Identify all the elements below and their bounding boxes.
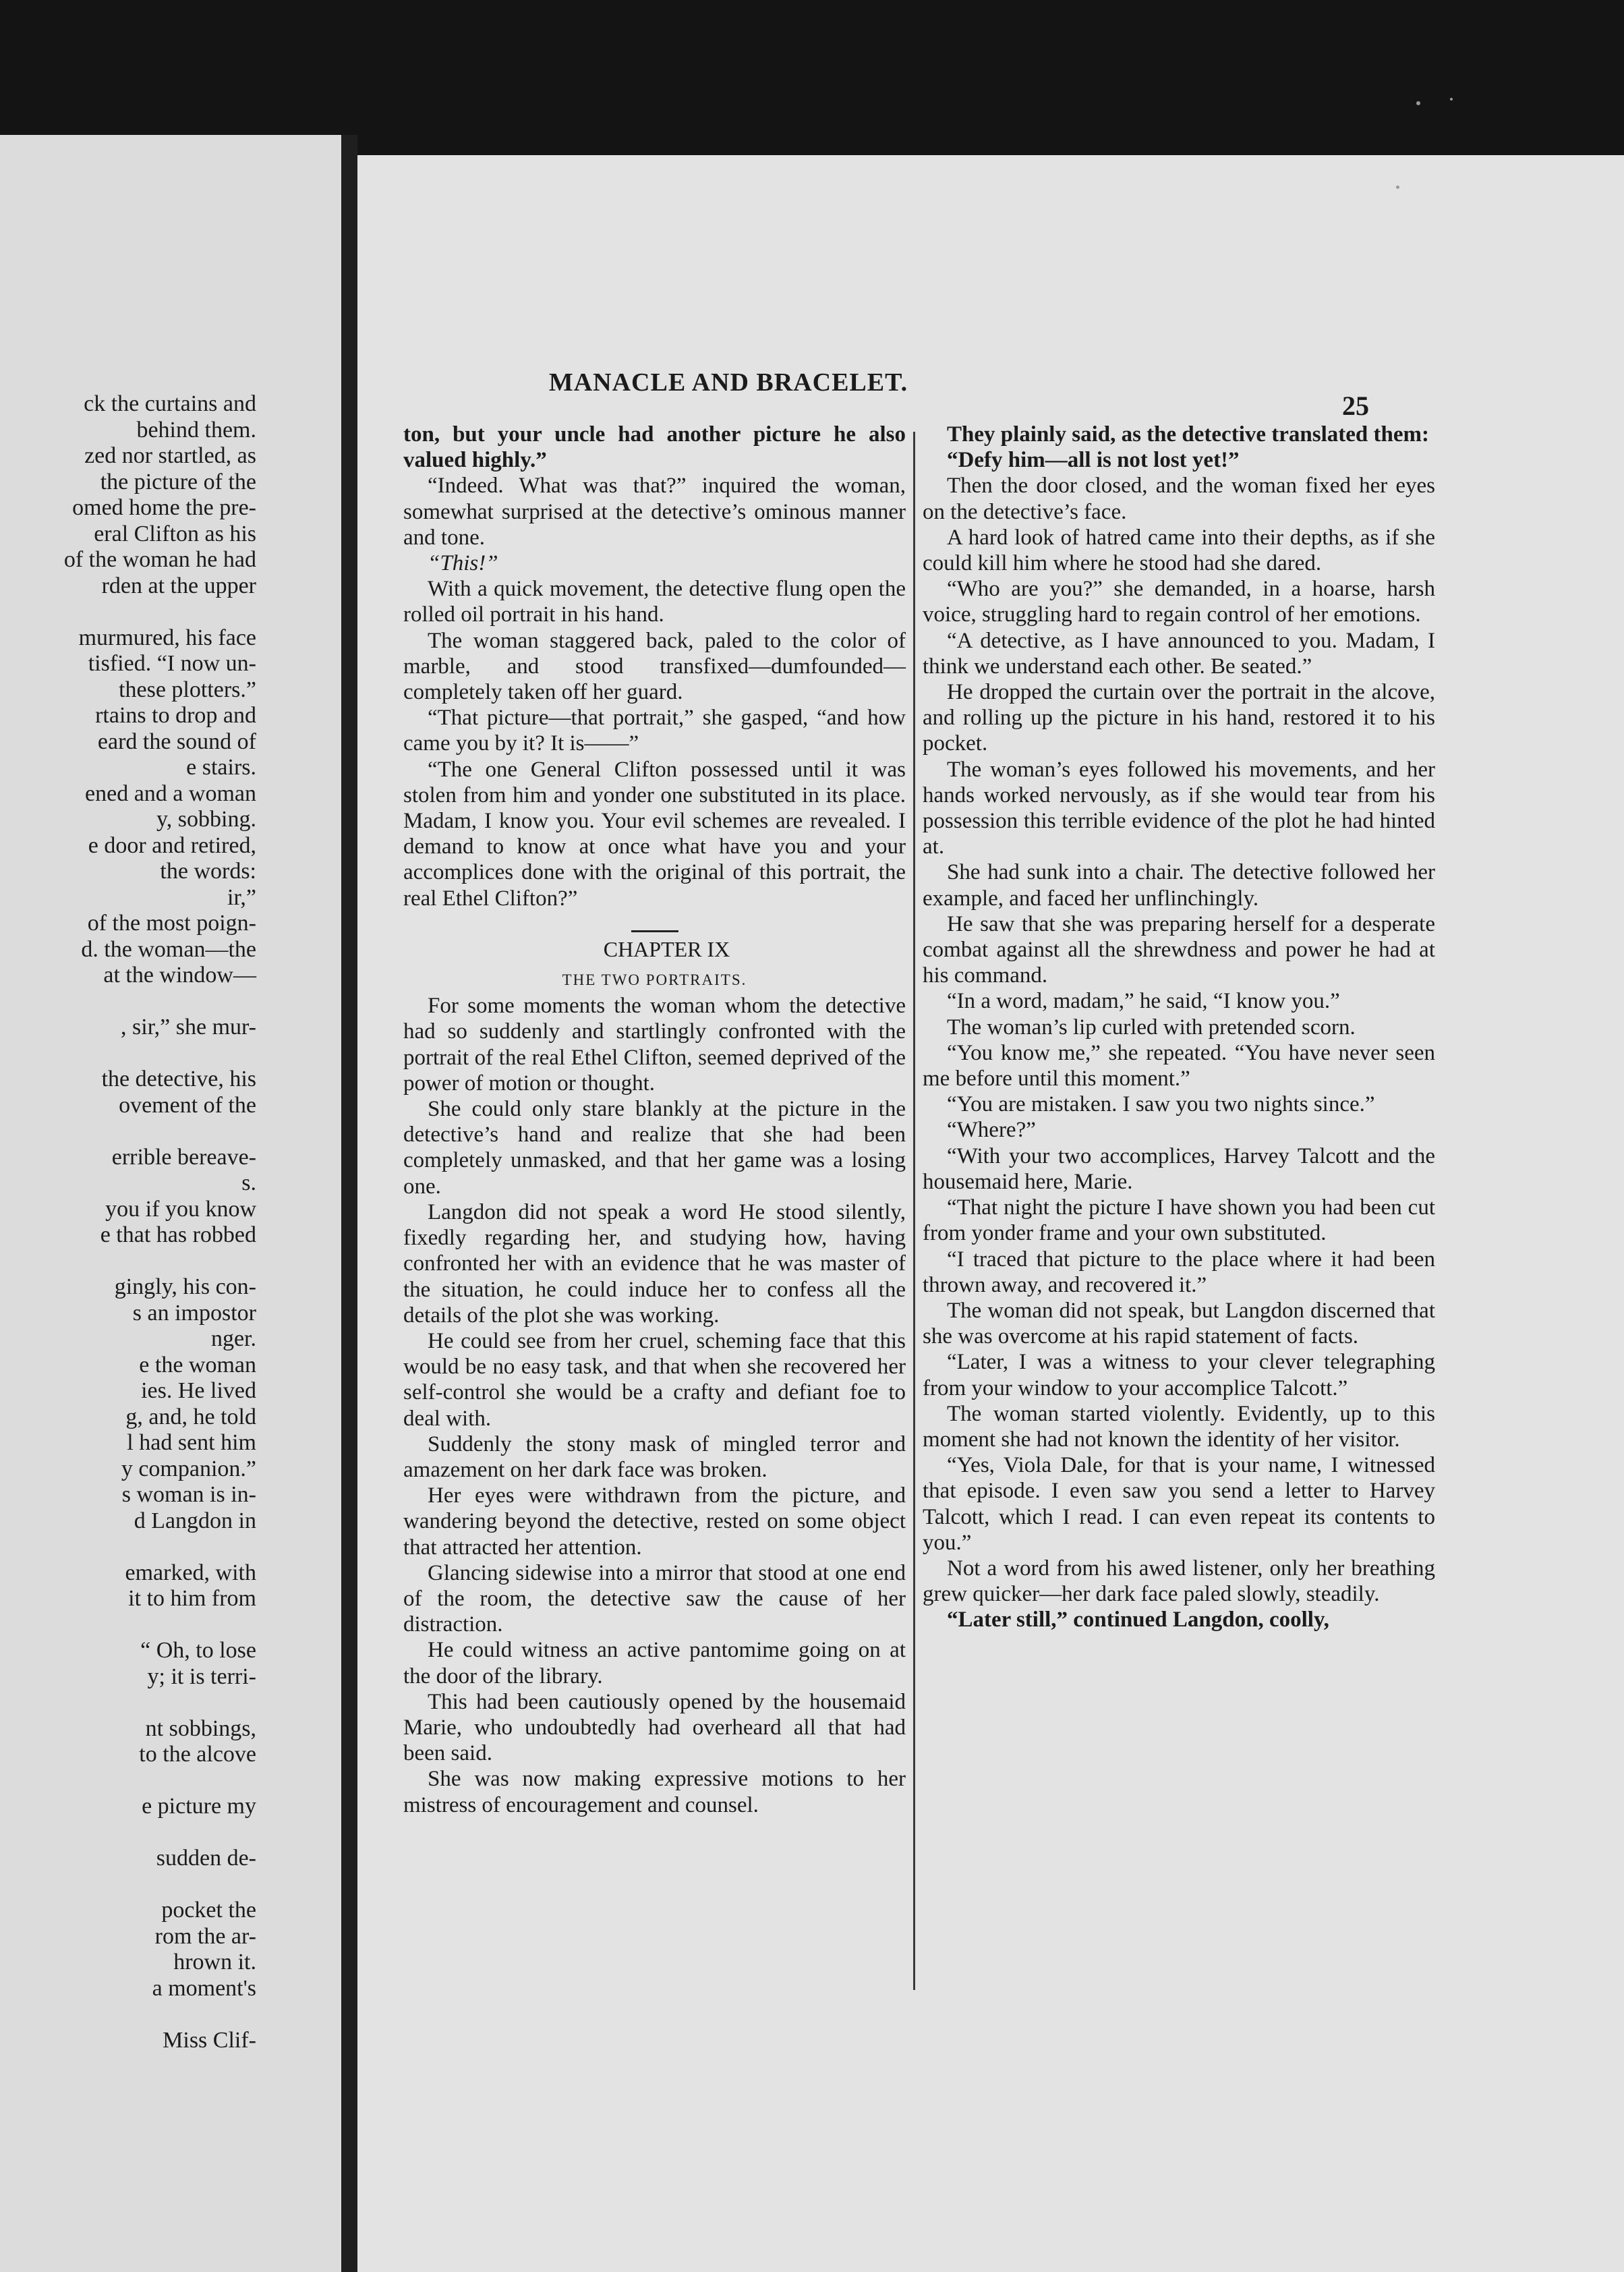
ink-speck [1416, 101, 1420, 105]
facing-page-line: ir,” [227, 884, 256, 910]
chapter-subtitle: THE TWO PORTRAITS. [562, 971, 747, 989]
paragraph: For some moments the woman whom the detective had so suddenly and startlingly confronted with the portrait of the real Ethel Clifton, seemed deprived of the power of motion or thought. [403, 994, 906, 1096]
ink-speck [1396, 186, 1399, 189]
facing-page-line: s woman is in- [121, 1482, 256, 1507]
paragraph: “You are mistaken. I saw you two nights since.” [947, 1092, 1375, 1117]
facing-page-line: ies. He lived [141, 1378, 256, 1403]
facing-page-line [0, 1041, 256, 1067]
facing-page-line: ened and a woman [85, 780, 256, 806]
facing-page-line: errible bereave- [111, 1144, 256, 1170]
facing-page-line: the detective, his [101, 1067, 256, 1091]
facing-page-line: at the window— [103, 963, 256, 988]
facing-page-line: of the woman he had [63, 547, 256, 572]
facing-page-line: eral Clifton as his [94, 521, 256, 546]
paragraph: The woman started violently. Evidently, up to this moment she had not known the identity of her visitor. [923, 1401, 1435, 1452]
paragraph: He could witness an active pantomime going on at the door of the library. [403, 1638, 906, 1688]
facing-page-line: d Langdon in [134, 1508, 256, 1533]
paragraph: “I traced that picture to the place where it had been thrown away, and recovered it.” [923, 1247, 1435, 1297]
paragraph: “That picture—that portrait,” she gasped, “and how came you by it? It is——” [403, 706, 906, 756]
facing-page-line [0, 1249, 256, 1275]
facing-page-line [0, 1768, 256, 1794]
facing-page-line: g, and, he told [125, 1404, 256, 1429]
facing-page-line [0, 989, 256, 1015]
facing-page-line: y companion.” [121, 1456, 256, 1481]
paragraph: Suddenly the stony mask of mingled terror and amazement on her dark face was broken. [403, 1431, 906, 1482]
facing-page-line: of the most poign- [87, 911, 256, 936]
text-column-right [923, 422, 1435, 1633]
paragraph: Glancing sidewise into a mirror that stood at one end of the room, the detective saw the cause of her distraction. [403, 1560, 906, 1637]
paragraph: Then the door closed, and the woman fixed her eyes on the detective’s face. [923, 474, 1435, 524]
facing-page-line: hrown it. [173, 1950, 256, 1975]
chapter-title: CHAPTER IX [603, 936, 730, 961]
facing-page-line: omed home the pre- [72, 495, 256, 520]
paragraph: “Indeed. What was that?” inquired the woman, somewhat surprised at the detective’s ominous manner and tone. [403, 474, 906, 550]
paragraph: A hard look of hatred came into their depths, as if she could kill him where he stood had she dared. [923, 525, 1435, 576]
facing-page-line: ovement of the [119, 1092, 256, 1118]
paragraph: She was now making expressive motions to her mistress of encouragement and counsel. [403, 1767, 906, 1817]
paragraph: “With your two accomplices, Harvey Talcott and the housemaid here, Marie. [923, 1143, 1435, 1194]
facing-page-line [0, 1534, 256, 1560]
book-gutter [341, 135, 357, 2272]
facing-page-line: zed nor startled, as [84, 443, 256, 468]
paragraph: He dropped the curtain over the portrait in the alcove, and rolling up the picture in his hand, restored it to his pocket. [923, 680, 1435, 756]
facing-page-line [0, 1118, 256, 1145]
facing-page-line: y, sobbing. [156, 807, 256, 832]
facing-page-line: “ Oh, to lose [140, 1638, 256, 1663]
chapter-rule [631, 930, 678, 932]
facing-page-line: behind them. [136, 417, 256, 443]
facing-page-line: these plotters.” [119, 677, 256, 702]
facing-page-line: s. [241, 1170, 256, 1195]
paragraph: Not a word from his awed listener, only her breathing grew quicker—her dark face paled slowly, steadily. [923, 1556, 1435, 1607]
paragraph: She had sunk into a chair. The detective followed her example, and faced her unflinchingly. [923, 860, 1435, 911]
paragraph: “The one General Clifton possessed until it was stolen from him and yonder one substituted in its place. Madam, I know you. Your evil schemes are revealed. I demand to know at once what have you and your accomplices done with the original of this portrait, the real Ethel Clifton?” [403, 757, 906, 911]
text-column-left [403, 422, 906, 1818]
facing-page-line: rom the ar- [154, 1923, 256, 1949]
paragraph: “Where?” [947, 1118, 1036, 1143]
facing-page-line: e that has robbed [100, 1222, 256, 1247]
paragraph: “You know me,” she repeated. “You have never seen me before until this moment.” [923, 1040, 1435, 1091]
column-divider [913, 432, 915, 1990]
paragraph: “In a word, madam,” he said, “I know you.” [947, 989, 1340, 1014]
running-title: MANACLE AND BRACELET. [548, 368, 908, 397]
facing-page-line: ck the curtains and [84, 391, 256, 416]
facing-page-line: rtains to drop and [95, 703, 256, 728]
paragraph: “Later still,” continued Langdon, coolly, [947, 1608, 1329, 1632]
facing-page-line: emarked, with [125, 1560, 256, 1585]
facing-page-line: gingly, his con- [114, 1274, 256, 1299]
paragraph: The woman staggered back, paled to the color of marble, and stood transfixed—dumfounded—completely taken off her guard. [403, 628, 906, 705]
paragraph: The woman’s eyes followed his movements, and her hands worked nervously, as if she would tear from his possession this terrible evidence of the plot he had hinted at. [923, 757, 1435, 859]
facing-page-line [0, 1872, 256, 1898]
facing-page-line: to the alcove [139, 1742, 256, 1767]
paragraph: The woman’s lip curled with pretended scorn. [947, 1015, 1356, 1040]
paragraph: He could see from her cruel, scheming face that this would be no easy task, and that when she recovered her self-control she would be a crafty and defiant foe to deal with. [403, 1328, 906, 1431]
paragraph: “Defy him—all is not lost yet!” [947, 448, 1240, 473]
page-number: 25 [1342, 391, 1369, 421]
paragraph: The woman did not speak, but Langdon discerned that she was overcome at his rapid statement of facts. [923, 1298, 1435, 1349]
facing-page-line: e stairs. [186, 755, 256, 780]
paragraph: “Who are you?” she demanded, in a hoarse, harsh voice, struggling hard to regain control of her emotions. [923, 577, 1435, 627]
facing-page [0, 135, 341, 2272]
facing-page-text [0, 391, 256, 2053]
paragraph: Her eyes were withdrawn from the picture, and wandering beyond the detective, rested on some object that attracted her attention. [403, 1483, 906, 1560]
paragraph: This had been cautiously opened by the housemaid Marie, who undoubtedly had overheard all that had been said. [403, 1689, 906, 1766]
paragraph: They plainly said, as the detective translated them: [947, 422, 1429, 447]
facing-page-line: rden at the upper [101, 573, 256, 598]
facing-page-line: eard the sound of [97, 729, 256, 754]
facing-page-line: a moment's [152, 1975, 256, 2001]
paragraph: He saw that she was preparing herself for a desperate combat against all the shrewdness and power he had at his command. [923, 911, 1435, 988]
paragraph: “This!” [428, 551, 498, 576]
paragraph: “That night the picture I have shown you had been cut from yonder frame and your own substituted. [923, 1195, 1435, 1246]
facing-page-line: d. the woman—the [81, 936, 256, 962]
paragraph: “A detective, as I have announced to you. Madam, I think we understand each other. Be seated.” [923, 628, 1435, 679]
facing-page-line: murmured, his face [78, 625, 256, 650]
facing-page-line [0, 1612, 256, 1639]
facing-page-line [0, 2001, 256, 2028]
facing-page-line: e picture my [142, 1794, 256, 1819]
ink-speck [1450, 98, 1453, 101]
facing-page-line: the picture of the [100, 469, 256, 494]
facing-page-line [0, 599, 256, 625]
facing-page-line: y; it is terri- [147, 1664, 256, 1689]
paragraph: ton, but your uncle had another picture he also valued highly.” [403, 422, 906, 473]
paragraph: With a quick movement, the detective flung open the rolled oil portrait in his hand. [403, 577, 906, 627]
paragraph: Langdon did not speak a word He stood silently, fixedly regarding her, and studying how, having confronted her with an evidence that he was master of the situation, he could induce her to confess all the details of the plot she was working. [403, 1199, 906, 1328]
paragraph: “Yes, Viola Dale, for that is your name, I witnessed that episode. I even saw you send a letter to Harvey Talcott, which I read. I can even repeat its contents to you.” [923, 1453, 1435, 1555]
facing-page-line [0, 1820, 256, 1846]
facing-page-line: Miss Clif- [163, 2027, 256, 2053]
facing-page-line: you if you know [105, 1196, 256, 1222]
facing-page-line: pocket the [161, 1898, 256, 1923]
facing-page-line: l had sent him [127, 1430, 256, 1455]
facing-page-line: the words: [160, 859, 256, 884]
facing-page-line: , sir,” she mur- [121, 1015, 256, 1040]
facing-page-line: tisfied. “I now un- [88, 651, 256, 676]
facing-page-line: it to him from [128, 1586, 256, 1611]
paragraph: “Later, I was a witness to your clever telegraphing from your window to your accomplice Talcott.” [923, 1350, 1435, 1400]
facing-page-line: nt sobbings, [145, 1715, 256, 1741]
paragraph: She could only stare blankly at the picture in the detective’s hand and realize that she had been completely unmasked, and that her game was a losing one. [403, 1097, 906, 1199]
facing-page-line [0, 1690, 256, 1716]
facing-page-line: e door and retired, [88, 832, 256, 858]
facing-page-line: sudden de- [156, 1846, 256, 1871]
facing-page-line: e the woman [139, 1352, 256, 1378]
facing-page-line: s an impostor [132, 1300, 256, 1326]
facing-page-line: nger. [210, 1326, 256, 1351]
